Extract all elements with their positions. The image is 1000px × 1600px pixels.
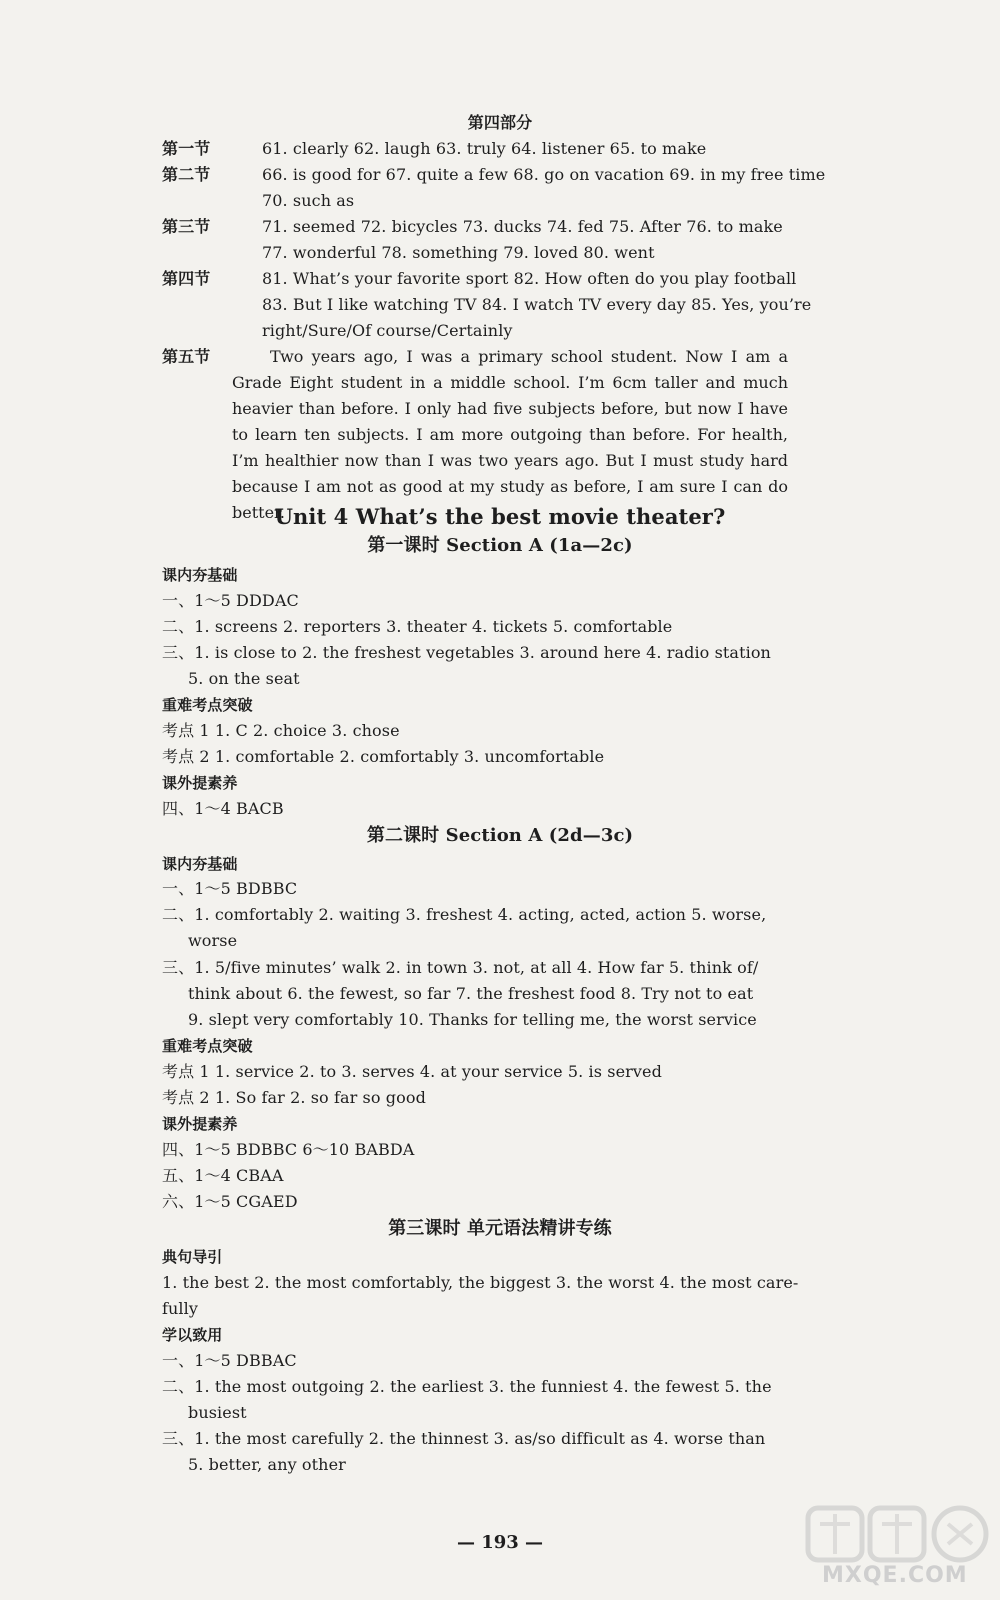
answer-line: 二、1. the most outgoing 2. the earliest 3. the funniest 4. the fewest 5. the (162, 1377, 772, 1396)
section-3 (162, 214, 783, 240)
section-answers-cont: 70. such as (262, 191, 355, 210)
answer-line: 二、1. screens 2. reporters 3. theater 4. tickets 5. comfortable (162, 617, 673, 636)
answer-line: 一、1～5 DBBAC (162, 1351, 297, 1370)
page-number: — 193 — (456, 1532, 544, 1553)
answer-line-cont: busiest (188, 1403, 247, 1422)
section-answers-cont: 77. wonderful 78. something 79. loved 80. went (262, 243, 655, 262)
key-point-line: 考点 2 1. So far 2. so far so good (162, 1088, 426, 1107)
key-point-line: 考点 1 1. C 2. choice 3. chose (162, 721, 400, 740)
subheading-key-points: 重难考点突破 (162, 1037, 253, 1055)
answer-line: 二、1. comfortably 2. waiting 3. freshest 4. acting, acted, action 5. worse, (162, 905, 767, 924)
watermark-text: MXQE.COM (822, 1563, 968, 1588)
key-point-line: 考点 2 1. comfortable 2. comfortably 3. uncomfortable (162, 747, 605, 766)
answer-line: 四、1～4 BACB (162, 799, 284, 818)
subheading-extension: 课外提素养 (162, 774, 238, 792)
section-answers-cont: 83. But I like watching TV 84. I watch TV every day 85. Yes, you’re (262, 295, 812, 314)
section-answers: 81. What’s your favorite sport 82. How often do you play football (262, 269, 797, 288)
subheading-key-points: 重难考点突破 (162, 696, 253, 714)
section-answers: 71. seemed 72. bicycles 73. ducks 74. fed 75. After 76. to make (262, 217, 783, 236)
lesson-1-title: 第一课时 Section A (1a—2c) (367, 535, 633, 556)
section-label: 第一节 (162, 139, 211, 158)
section-label: 第三节 (162, 217, 211, 236)
section-4 (162, 266, 796, 292)
section-1 (162, 136, 706, 162)
answer-line-cont: 5. better, any other (188, 1455, 346, 1474)
section-2 (162, 162, 825, 188)
answer-line-cont: fully (162, 1299, 198, 1318)
answer-line: 六、1～5 CGAED (162, 1192, 298, 1211)
section-answers: 66. is good for 67. quite a few 68. go on vacation 69. in my free time (262, 165, 826, 184)
lesson-2-title: 第二课时 Section A (2d—3c) (366, 825, 634, 846)
answer-line: 四、1～5 BDBBC 6～10 BABDA (162, 1140, 415, 1159)
subheading-extension: 课外提素养 (162, 1115, 238, 1133)
section-label: 第四节 (162, 269, 211, 288)
answer-line-cont: 9. slept very comfortably 10. Thanks for telling me, the worst service (188, 1010, 757, 1029)
answer-line: 五、1～4 CBAA (162, 1166, 284, 1185)
answer-line: 三、1. the most carefully 2. the thinnest 3. as/so difficult as 4. worse than (162, 1429, 766, 1448)
section-label: 第二节 (162, 165, 211, 184)
answer-line: 三、1. 5/five minutes’ walk 2. in town 3. not, at all 4. How far 5. think of/ (162, 958, 759, 977)
subheading-basics: 课内夯基础 (162, 566, 238, 584)
answer-line-cont: 5. on the seat (188, 669, 300, 688)
unit-title: Unit 4 What’s the best movie theater? (274, 504, 726, 529)
subheading-apply: 学以致用 (162, 1326, 223, 1344)
part-title: 第四部分 (467, 113, 533, 132)
section-answers: 61. clearly 62. laugh 63. truly 64. listener 65. to make (262, 139, 707, 158)
section-label: 第五节 (162, 347, 211, 366)
answer-line: 三、1. is close to 2. the freshest vegetables 3. around here 4. radio station (162, 643, 771, 662)
answer-line-cont: think about 6. the fewest, so far 7. the freshest food 8. Try not to eat (188, 984, 754, 1003)
answer-line-cont: worse (188, 931, 238, 950)
lesson-3-title: 第三课时 单元语法精讲专练 (388, 1218, 612, 1239)
answer-line: 1. the best 2. the most comfortably, the biggest 3. the worst 4. the most care- (162, 1273, 799, 1292)
essay-paragraph: Two years ago, I was a primary school student. Now I am a Grade Eight student in a middle school. I’m 6cm taller and much heavier than before. I only had five subjects before, but now I have to learn ten subjects. I am more outgoing than before. For health, I’m healthier now than I was two years ago. But I must study hard because I am not as good at my study as before, I am sure I can do better. (232, 347, 788, 522)
subheading-basics: 课内夯基础 (162, 855, 238, 873)
answer-line: 一、1～5 BDBBC (162, 879, 298, 898)
section-answers-cont: right/Sure/Of course/Certainly (262, 321, 513, 340)
key-point-line: 考点 1 1. service 2. to 3. serves 4. at your service 5. is served (162, 1062, 662, 1081)
answer-line: 一、1～5 DDDAC (162, 591, 299, 610)
subheading-typical-sentences: 典句导引 (162, 1248, 223, 1266)
